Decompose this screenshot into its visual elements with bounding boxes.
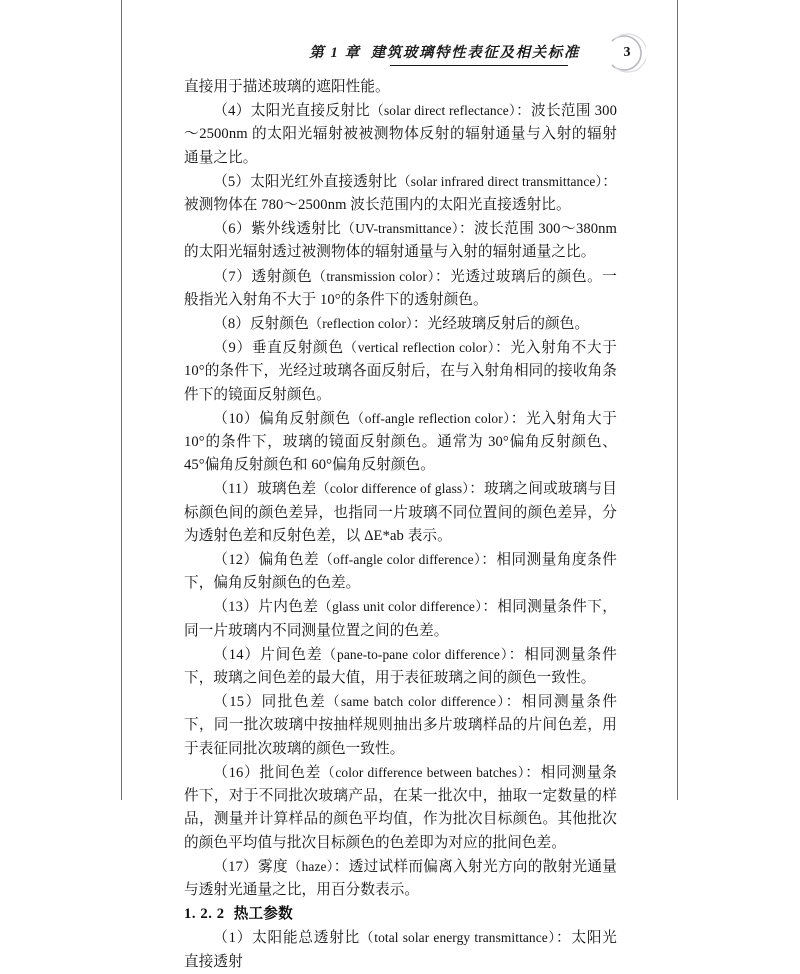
item-marker: （14） — [213, 646, 261, 663]
definition-item-5 — [184, 170, 617, 217]
item-definition: ：相同测量条件下，对于不同批次玻璃产品，在某一批次中，抽取一定数量的样品，测量并计算样品的颜色平均值，作为批次目标颜色。其他批次的颜色平均值与批次目标颜色的色差即为对应的批间色差。 — [184, 764, 617, 851]
section-heading — [184, 903, 617, 926]
item-term-en: （reflection color） — [308, 316, 413, 332]
item-term-cn: 太阳光直接反射比 — [250, 103, 371, 120]
item-term-cn: 片内色差 — [258, 599, 319, 616]
page-gutter-rule-left — [121, 0, 122, 800]
item-definition: ：相同测量条件下，同一批次玻璃中按抽样规则抽出多片玻璃样品的片间色差，用于表征同批次玻璃的颜色一致性。 — [184, 694, 618, 757]
item-term-en: （same batch color difference） — [326, 694, 506, 710]
item-term-en: （pane-to-pane color difference） — [322, 646, 509, 662]
item-term-en: （haze） — [287, 858, 334, 874]
item-marker: （11） — [213, 481, 258, 498]
item-marker: （17） — [213, 858, 259, 875]
item-term-cn: 太阳能总透射比 — [252, 930, 361, 947]
item-definition: ：相同测量条件下，玻璃之间色差的最大值，用于表征玻璃之间的颜色一致性。 — [184, 646, 617, 687]
running-head — [184, 34, 624, 66]
item-marker: （5） — [213, 173, 251, 190]
item-marker: （13） — [213, 599, 259, 616]
definition-item-8 — [184, 312, 617, 336]
item-definition: ：光入射角不大于 10°的条件下，光经过玻璃各面反射后，在与入射角相同的接收角条件下的镜面反射颜色。 — [184, 340, 617, 403]
item-definition: ：相同测量角度条件下，偏角反射颜色的色差。 — [184, 552, 617, 592]
section-title: 热工参数 — [233, 906, 293, 923]
definition-item-4 — [184, 99, 617, 170]
item-term-en: （UV-transmittance） — [341, 221, 459, 237]
item-definition: ：相同测量条件下，同一片玻璃内不同测量位置之间的色差。 — [184, 599, 618, 639]
item-term-en: （color difference of glass） — [316, 481, 470, 497]
definition-item-13 — [184, 595, 617, 642]
definition-item-12 — [184, 548, 617, 595]
item-definition: ：透过试样而偏离入射光方向的散射光通量与透射光通量之比，用百分数表示。 — [184, 858, 617, 898]
item-term-en: （transmission color） — [312, 268, 436, 284]
item-term-cn: 同批色差 — [261, 694, 327, 711]
item-marker: （7） — [213, 268, 252, 285]
item-term-cn: 玻璃色差 — [257, 481, 317, 498]
item-term-en: （vertical reflection color） — [343, 340, 496, 356]
page-gutter-rule-right — [677, 0, 678, 800]
definition-item-14 — [184, 643, 617, 690]
item-definition: ：太阳光直接透射 — [184, 930, 617, 970]
definition-item-10 — [184, 407, 617, 478]
item-marker: （16） — [213, 764, 260, 781]
item-definition: ：光透过玻璃后的颜色。一般指光入射角不大于 10°的条件下的透射颜色。 — [184, 268, 617, 308]
item-marker: （1） — [213, 930, 253, 947]
item-term-cn: 片间色差 — [260, 646, 323, 663]
item-marker: （15） — [213, 694, 262, 711]
item-definition: ：光经玻璃反射后的颜色。 — [412, 316, 590, 333]
item-marker: （4） — [213, 103, 251, 120]
definition-item-17 — [184, 855, 617, 902]
running-head-text — [309, 41, 580, 62]
definition-item-16 — [184, 761, 617, 855]
item-marker: （9） — [213, 340, 252, 357]
paragraph-continued: 直接用于描述玻璃的遮阳性能。 — [184, 79, 390, 95]
page-number-medallion — [606, 33, 646, 73]
body-text-column — [184, 76, 617, 974]
page-number: 3 — [623, 45, 631, 60]
item-definition: ：波长范围 300～2500nm 的太阳光辐射被被测物体反射的辐射通量与入射的辐射通量之比。 — [184, 103, 617, 166]
item-term-cn: 反射颜色 — [249, 316, 309, 333]
section-number: 1. 2. 2 — [184, 906, 225, 923]
item-term-cn: 偏角色差 — [258, 552, 320, 569]
item-term-cn: 偏角反射颜色 — [259, 410, 351, 427]
item-term-en: （glass unit color difference） — [318, 599, 483, 615]
definition-item-7 — [184, 265, 617, 312]
item-term-cn: 透射颜色 — [251, 268, 313, 285]
item-definition: ：被测物体在 780～2500nm 波长范围内的太阳光直接透射比。 — [184, 173, 617, 214]
item-term-en: （solar infrared direct transmittance） — [397, 173, 603, 189]
item-term-en: （off-angle color difference） — [319, 552, 482, 568]
item-marker: （10） — [213, 410, 260, 427]
item-definition: ：波长范围 300～380nm 的太阳光辐射透过被测物体的辐射通量与入射的辐射通量之比。 — [184, 221, 617, 261]
item-term-en: （solar direct reflectance） — [370, 103, 517, 119]
item-term-en: （color difference between batches） — [321, 764, 526, 780]
item-term-cn: 雾度 — [258, 858, 288, 875]
item-marker: （8） — [213, 316, 250, 333]
item-term-cn: 太阳光红外直接透射比 — [250, 173, 398, 190]
running-head-title: 建筑玻璃特性表征及相关标准 — [370, 45, 580, 61]
item-term-cn: 批间色差 — [259, 764, 322, 781]
item-term-en: （total solar energy transmittance） — [360, 930, 557, 946]
definition-item-9 — [184, 336, 617, 407]
item-term-cn: 紫外线透射比 — [251, 221, 342, 238]
item-term-cn: 垂直反射颜色 — [251, 340, 344, 357]
item-marker: （6） — [213, 221, 252, 238]
running-head-rule — [390, 65, 568, 66]
definition-item-15 — [184, 690, 617, 761]
item-definition: ：玻璃之间或玻璃与目标颜色间的颜色差异，也指同一片玻璃不同位置间的颜色差异，分为透射色差和反射色差，以 ΔE*ab 表示。 — [184, 481, 618, 544]
definition-item-11 — [184, 477, 617, 548]
item-term-en: （off-angle reflection color） — [350, 410, 511, 426]
running-head-chapter: 第 1 章 — [309, 45, 361, 61]
item-marker: （12） — [213, 552, 259, 569]
item-definition: ：光入射角大于 10°的条件下，玻璃的镜面反射颜色。通常为 30°偏角反射颜色、45°偏角反射颜色和 60°偏角反射颜色。 — [184, 410, 617, 474]
section-definition-item-1 — [184, 926, 617, 973]
definition-item-6 — [184, 217, 617, 264]
